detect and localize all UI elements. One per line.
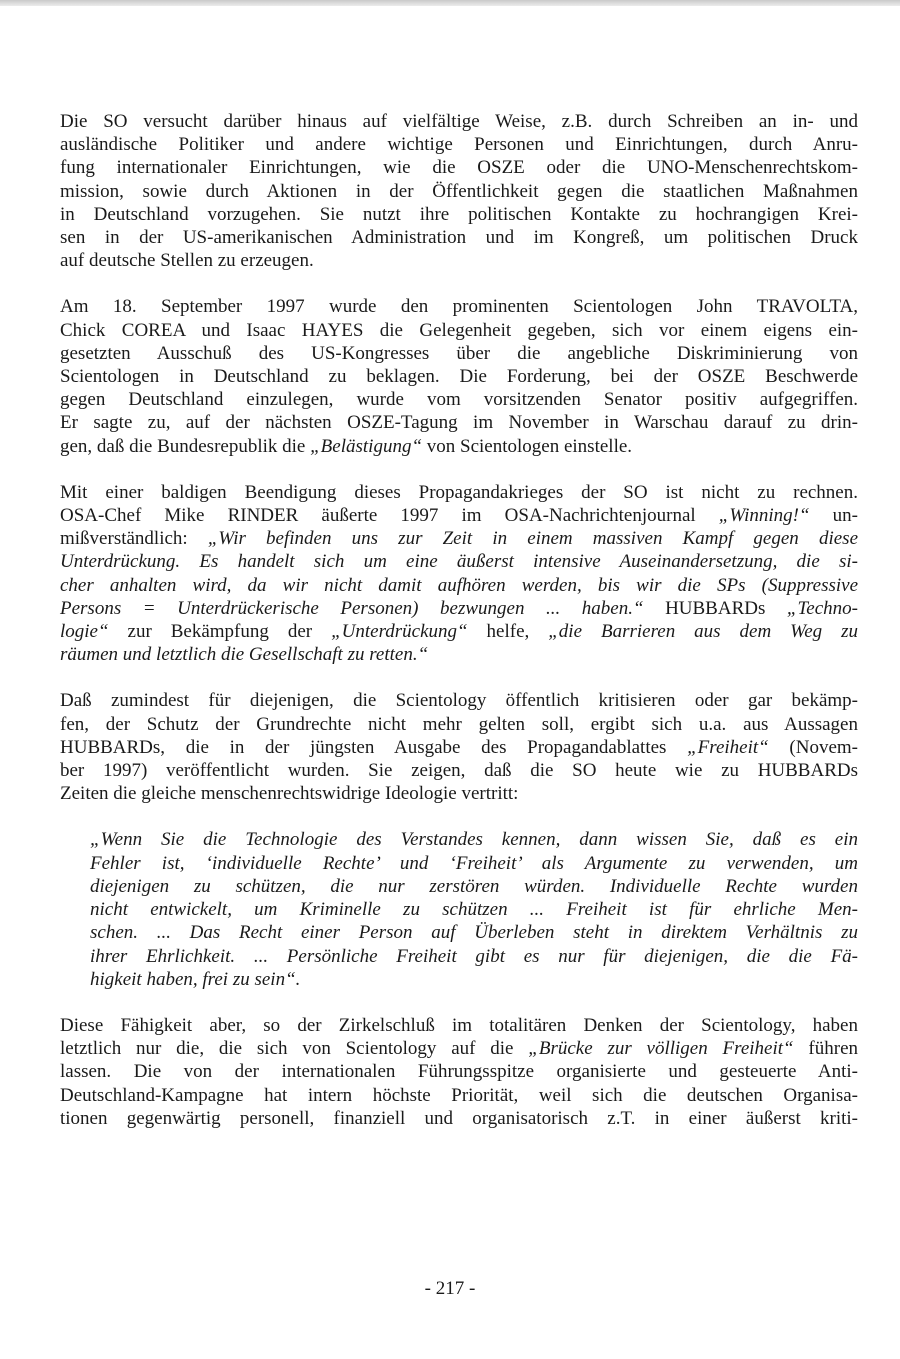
text-line: räumen und letztlich die Gesellschaft zu retten.“ bbox=[60, 644, 429, 666]
text-line: Deutschland-Kampagne hat intern höchste Priorität, weil sich die deutschen Organisa- bbox=[60, 1084, 858, 1106]
quote-line: higkeit haben, frei zu sein“. bbox=[90, 968, 301, 990]
text-line: Persons = Unterdrückerische Personen) bezwungen ... haben.“ HUBBARDs „Techno- bbox=[60, 597, 858, 619]
text-line: ber 1997) veröffentlicht wurden. Sie zeigen, daß die SO heute wie zu HUBBARDs bbox=[60, 760, 858, 782]
quote-line: ihrer Ehrlichkeit. ... Persönliche Freiheit gibt es nur für diejenigen, die die Fä- bbox=[90, 945, 858, 967]
text-line: logie“ zur Bekämpfung der „Unterdrückung“ helfe, „die Barrieren aus dem Weg zu bbox=[60, 621, 858, 643]
document-page bbox=[60, 110, 858, 1130]
quote-line: nicht entwickelt, um Kriminelle zu schützen ... Freiheit ist für ehrliche Men- bbox=[90, 899, 858, 921]
paragraph-4 bbox=[60, 689, 858, 805]
quoted-term: „Winning!“ bbox=[718, 505, 810, 527]
text-line: HUBBARDs, die in der jüngsten Ausgabe des Propagandablattes „Freiheit“ (Novem- bbox=[60, 736, 859, 758]
text-line: fen, der Schutz der Grundrechte nicht mehr gelten soll, ergibt sich u.a. aus Aussagen bbox=[60, 713, 858, 735]
paragraph-1 bbox=[60, 110, 858, 272]
text-line: mission, sowie durch Aktionen in der Öffentlichkeit gegen die staatlichen Maßnahmen bbox=[60, 180, 858, 202]
scan-top-edge bbox=[0, 0, 900, 6]
text-line: Zeiten die gleiche menschenrechtswidrige Ideologie vertritt: bbox=[60, 783, 519, 805]
paragraph-3 bbox=[60, 481, 858, 667]
text-line: Mit einer baldigen Beendigung dieses Propagandakrieges der SO ist nicht zu rechnen. bbox=[60, 481, 858, 503]
quotation: „Wir befinden uns zur Zeit in einem massiven Kampf gegen diese bbox=[207, 528, 858, 550]
text-line: in Deutschland vorzugehen. Sie nutzt ihre politischen Kontakte zu hochrangigen Krei- bbox=[60, 203, 858, 225]
text-line: gegen Deutschland einzulegen, wurde vom vorsitzenden Senator positiv aufgegriffen. bbox=[60, 389, 858, 411]
quoted-term: „Brücke zur völligen Freiheit“ bbox=[528, 1038, 794, 1060]
text-line: ausländische Politiker und andere wichtige Personen und Einrichtungen, durch Anru- bbox=[60, 134, 858, 156]
paragraph-2 bbox=[60, 295, 858, 457]
text-line: Unterdrückung. Es handelt sich um eine äußerst intensive Auseinandersetzung, die si- bbox=[60, 551, 858, 573]
quoted-term: „Belästigung“ bbox=[310, 435, 423, 457]
quote-line: schen. ... Das Recht einer Person auf Überleben steht in direktem Verhältnis zu bbox=[90, 922, 858, 944]
text-line: Daß zumindest für diejenigen, die Scientology öffentlich kritisieren oder gar bekämp- bbox=[60, 690, 858, 712]
text-line: Diese Fähigkeit aber, so der Zirkelschluß im totalitären Denken der Scientology, haben bbox=[60, 1014, 858, 1036]
text-line: Er sagte zu, auf der nächsten OSZE-Tagung im November in Warschau darauf zu drin- bbox=[60, 412, 858, 434]
text-line: Am 18. September 1997 wurde den prominenten Scientologen John TRAVOLTA, bbox=[60, 296, 858, 318]
text-line: tionen gegenwärtig personell, finanziell und organisatorisch z.T. in einer äußerst kriti- bbox=[60, 1107, 858, 1129]
text-line: mißverständlich: „Wir befinden uns zur Zeit in einem massiven Kampf gegen diese bbox=[60, 528, 858, 550]
text-line: gen, daß die Bundesrepublik die „Belästigung“ von Scientologen einstelle. bbox=[60, 435, 633, 457]
text-line: letztlich nur die, die sich von Scientology auf die „Brücke zur völligen Freiheit“ führen bbox=[60, 1038, 859, 1060]
page-number: - 217 - bbox=[424, 1278, 476, 1299]
quote-line: „Wenn Sie die Technologie des Verstandes kennen, dann wissen Sie, daß es ein bbox=[90, 829, 858, 851]
text-line: gesetzten Ausschuß des US-Kongresses über die angebliche Diskriminierung von bbox=[60, 342, 858, 364]
quote-line: Fehler ist, ‘individuelle Rechte’ und ‘Freiheit’ als Argumente zu verwenden, um bbox=[90, 852, 858, 874]
quoted-term: „Freiheit“ bbox=[687, 736, 769, 758]
text-line: auf deutsche Stellen zu erzeugen. bbox=[60, 250, 314, 272]
text-line: fung internationaler Einrichtungen, wie die OSZE oder die UNO-Menschenrechtskom- bbox=[60, 157, 858, 179]
text-line: Chick COREA und Isaac HAYES die Gelegenheit gegeben, sich vor einem eigens ein- bbox=[60, 319, 858, 341]
quote-line: diejenigen zu schützen, die nur zerstören würden. Individuelle Rechte wurden bbox=[90, 875, 858, 897]
text-line: lassen. Die von der internationalen Führungsspitze organisierte und gesteuerte Anti- bbox=[60, 1061, 858, 1083]
text-line: Scientologen in Deutschland zu beklagen. Die Forderung, bei der OSZE Beschwerde bbox=[60, 366, 858, 388]
paragraph-5 bbox=[60, 1014, 858, 1130]
text-line: sen in der US-amerikanischen Administration und im Kongreß, um politischen Druck bbox=[60, 227, 858, 249]
text-line: OSA-Chef Mike RINDER äußerte 1997 im OSA-Nachrichtenjournal „Winning!“ un- bbox=[60, 505, 858, 527]
block-quote bbox=[90, 828, 858, 990]
text-line: cher anhalten wird, da wir nicht damit aufhören werden, bis wir die SPs (Suppressive bbox=[60, 574, 858, 596]
text-line: Die SO versucht darüber hinaus auf vielfältige Weise, z.B. durch Schreiben an in- und bbox=[60, 111, 858, 132]
